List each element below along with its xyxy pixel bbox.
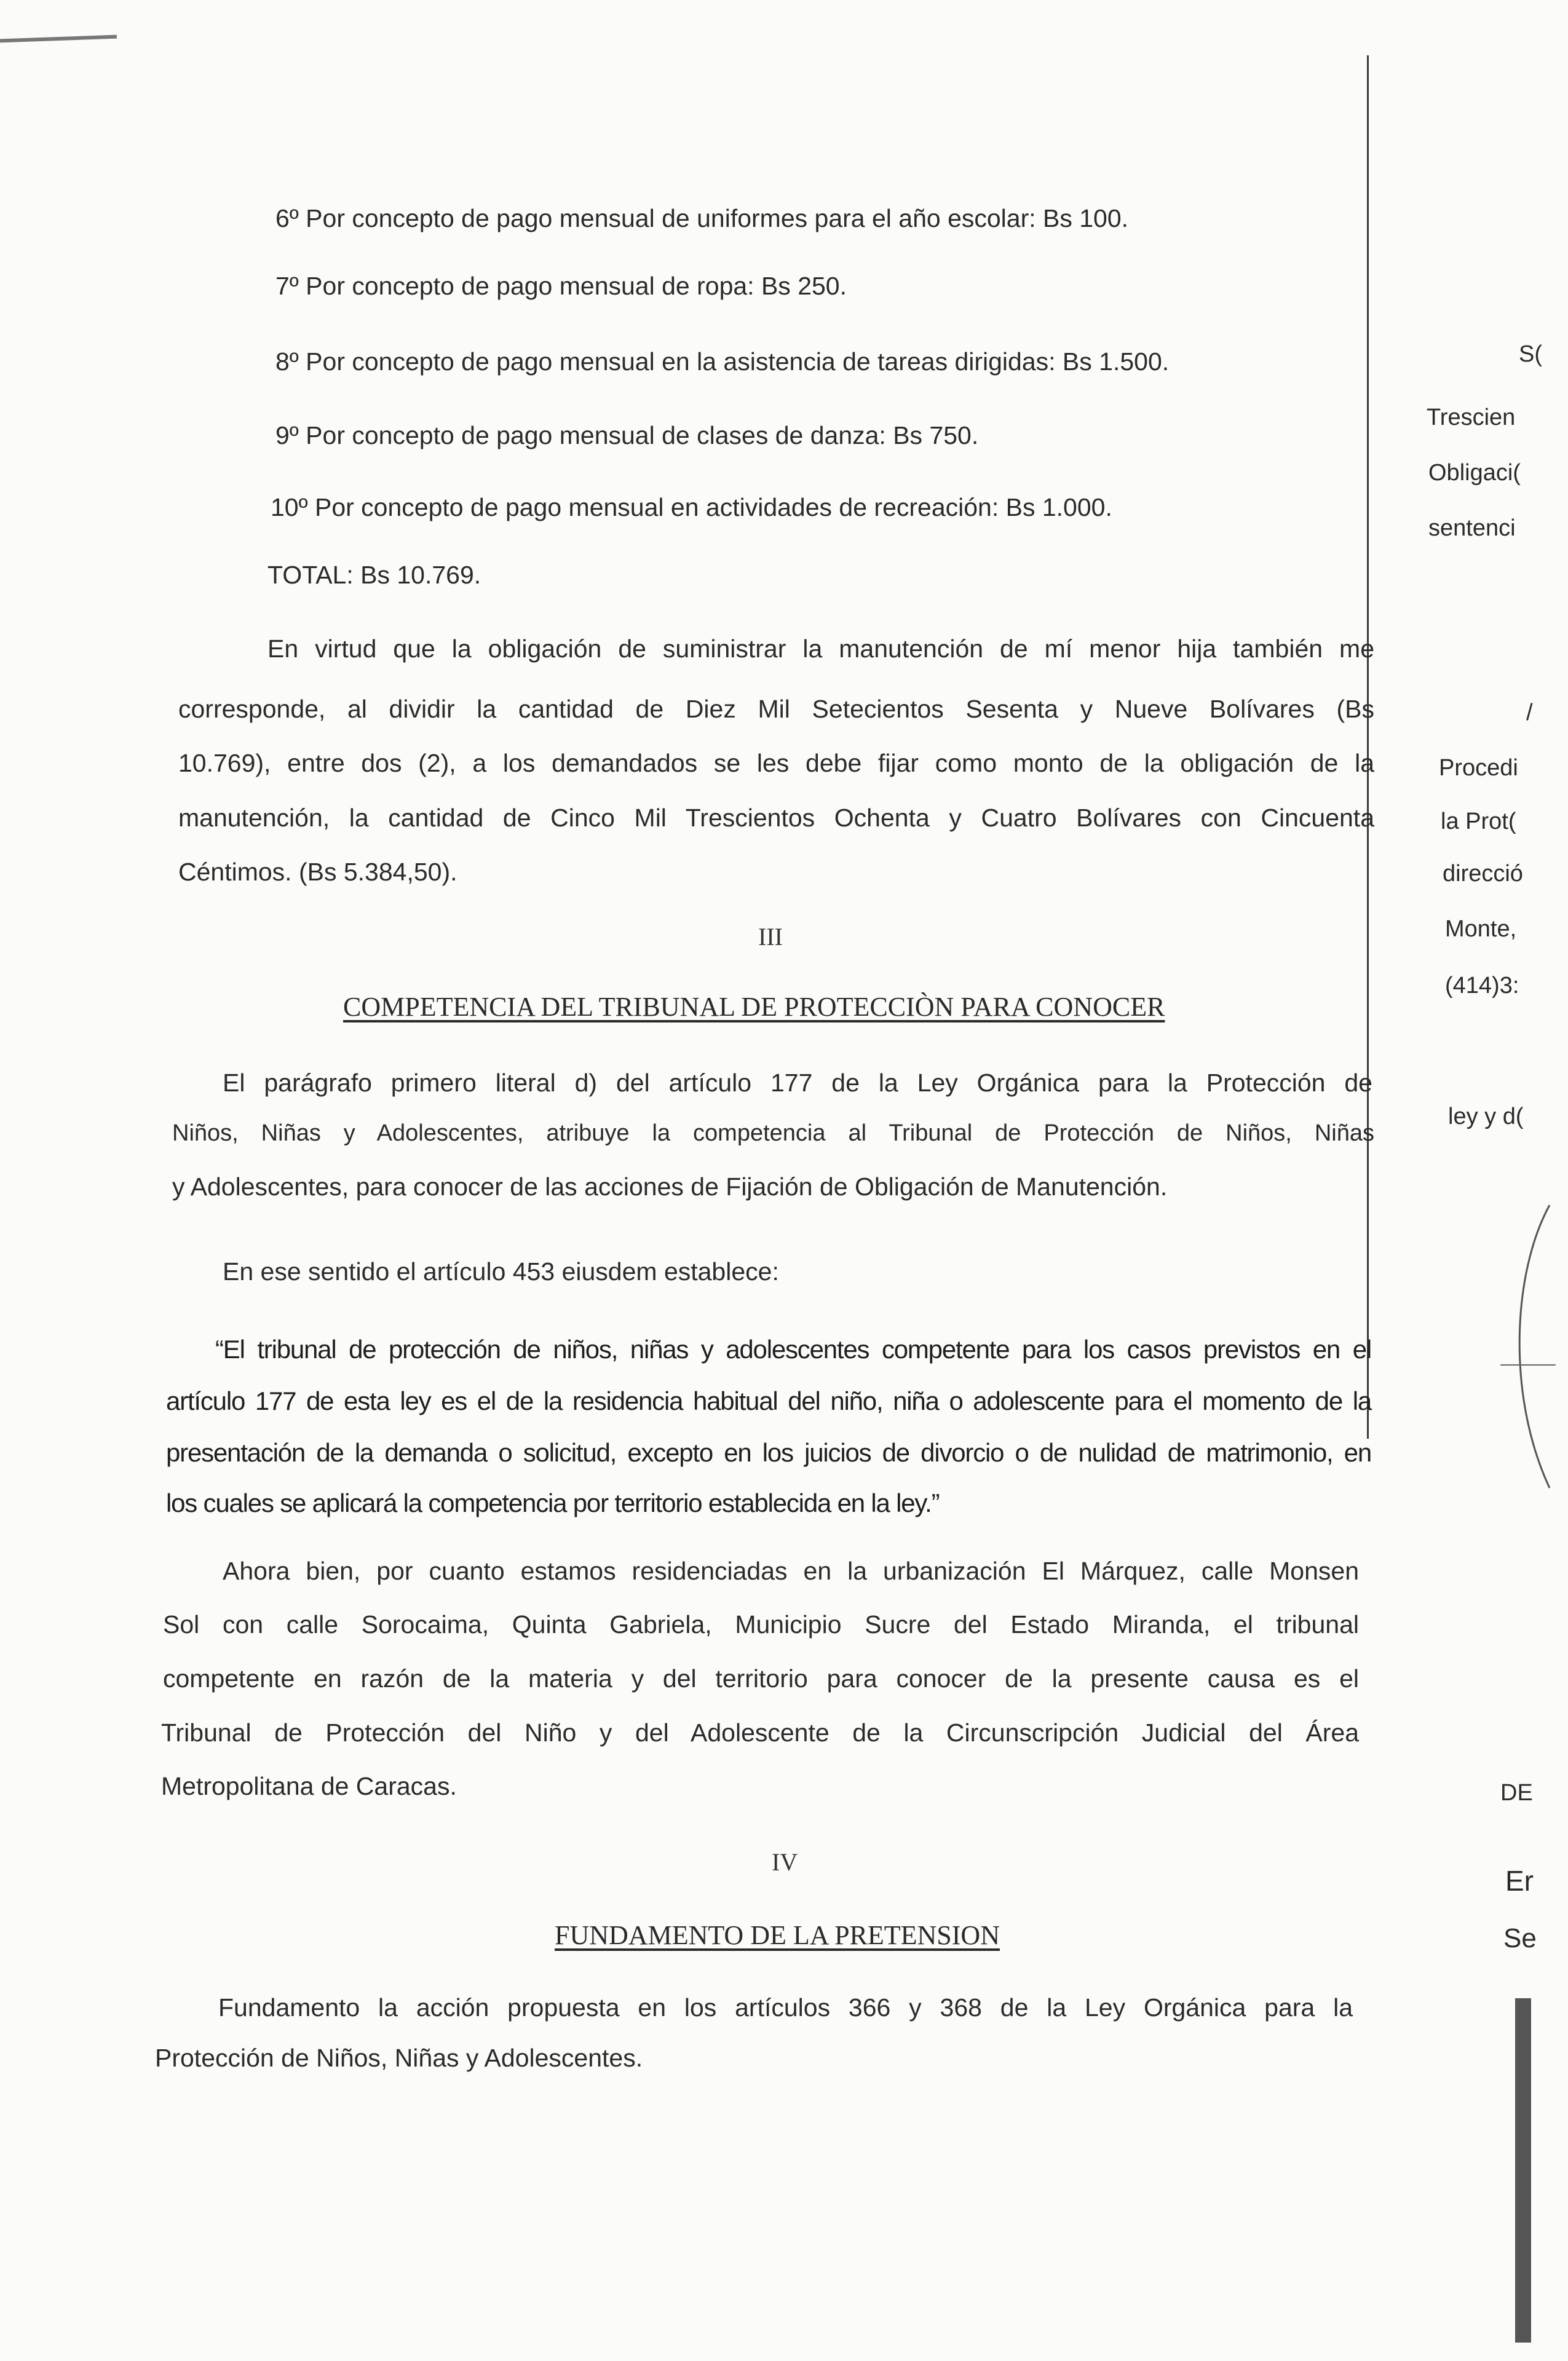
- obligation-line-5: Céntimos. (Bs 5.384,50).: [178, 858, 457, 886]
- adjacent-fragment: ley y d(: [1448, 1104, 1524, 1129]
- adjacent-fragment: direcció: [1443, 861, 1523, 887]
- adjacent-page-edge: [1515, 1998, 1531, 2343]
- adjacent-fragment: S(: [1519, 341, 1542, 367]
- stamp-outline: [1488, 1199, 1556, 1494]
- competence-line-3: y Adolescentes, para conocer de las acciones de Fijación de Obligación de Manutención.: [172, 1173, 1168, 1201]
- adjacent-fragment: (414)3:: [1445, 973, 1519, 999]
- page-fold-line: [1367, 55, 1369, 1439]
- quote-line-4: los cuales se aplicará la competencia por territorio establecida en la ley.”: [166, 1489, 940, 1517]
- quote-line-3: presentación de la demanda o solicitud, excepto en los juicios de divorcio o de nulidad de matrimonio, en: [166, 1438, 1371, 1467]
- adjacent-fragment: Er: [1505, 1865, 1534, 1897]
- adjacent-fragment: sentenci: [1428, 515, 1516, 541]
- residence-line-3: competente en razón de la materia y del territorio para conocer de la presente causa es el: [163, 1664, 1359, 1693]
- adjacent-fragment: Monte,: [1445, 916, 1517, 942]
- adjacent-fragment: DE: [1500, 1780, 1533, 1806]
- section-iii-heading: COMPETENCIA DEL TRIBUNAL DE PROTECCIÒN PARA CONOCER: [343, 992, 1165, 1022]
- competence-line-2: Niños, Niñas y Adolescentes, atribuye la competencia al Tribunal de Protección de Niños, Niñas: [172, 1120, 1374, 1146]
- obligation-line-2: corresponde, al dividir la cantidad de Diez Mil Setecientos Sesenta y Nueve Bolívares (Bs: [178, 695, 1374, 723]
- residence-line-2: Sol con calle Sorocaima, Quinta Gabriela, Municipio Sucre del Estado Miranda, el tribunal: [163, 1610, 1359, 1639]
- list-total: TOTAL: Bs 10.769.: [267, 561, 481, 589]
- residence-line-1: Ahora bien, por cuanto estamos residenciadas en la urbanización El Márquez, calle Monsen: [223, 1557, 1359, 1585]
- competence-line-1: El parágrafo primero literal d) del artículo 177 de la Ley Orgánica para la Protección de: [223, 1069, 1372, 1097]
- quote-line-2: artículo 177 de esta ley es el de la residencia habitual del niño, niña o adolescente para el momento de la: [166, 1386, 1371, 1415]
- section-iv-numeral: IV: [772, 1848, 798, 1876]
- article-453-intro: En ese sentido el artículo 453 eiusdem establece:: [223, 1257, 779, 1286]
- list-item-6: 6º Por concepto de pago mensual de uniformes para el año escolar: Bs 100.: [275, 204, 1129, 232]
- adjacent-fragment: Se: [1503, 1923, 1537, 1953]
- top-left-scan-mark: [0, 35, 117, 43]
- fundamento-line-1: Fundamento la acción propuesta en los artículos 366 y 368 de la Ley Orgánica para la: [218, 1993, 1353, 2022]
- obligation-line-3: 10.769), entre dos (2), a los demandados se les debe fijar como monto de la obligación de la: [178, 749, 1374, 777]
- adjacent-fragment: la Prot(: [1441, 809, 1516, 834]
- adjacent-fragment: Obligaci(: [1428, 460, 1521, 486]
- residence-line-4: Tribunal de Protección del Niño y del Adolescente de la Circunscripción Judicial del Área: [161, 1718, 1359, 1747]
- adjacent-fragment: Procedi: [1439, 755, 1518, 781]
- quote-line-1: “El tribunal de protección de niños, niñas y adolescentes competente para los casos previstos en el: [215, 1335, 1371, 1364]
- obligation-line-4: manutención, la cantidad de Cinco Mil Trescientos Ochenta y Cuatro Bolívares con Cincuenta: [178, 804, 1374, 832]
- list-item-10: 10º Por concepto de pago mensual en actividades de recreación: Bs 1.000.: [271, 493, 1112, 521]
- list-item-7: 7º Por concepto de pago mensual de ropa: Bs 250.: [275, 272, 847, 300]
- residence-line-5: Metropolitana de Caracas.: [161, 1772, 457, 1800]
- fundamento-line-2: Protección de Niños, Niñas y Adolescentes.: [155, 2044, 643, 2072]
- section-iv-heading: FUNDAMENTO DE LA PRETENSION: [555, 1920, 1000, 1950]
- list-item-9: 9º Por concepto de pago mensual de clases de danza: Bs 750.: [275, 421, 979, 449]
- obligation-line-1: En virtud que la obligación de suministrar la manutención de mí menor hija también me: [267, 635, 1374, 663]
- adjacent-fragment: Trescien: [1427, 405, 1516, 430]
- section-iii-numeral: III: [758, 923, 783, 951]
- adjacent-fragment: /: [1526, 700, 1533, 726]
- list-item-8: 8º Por concepto de pago mensual en la asistencia de tareas dirigidas: Bs 1.500.: [275, 347, 1170, 376]
